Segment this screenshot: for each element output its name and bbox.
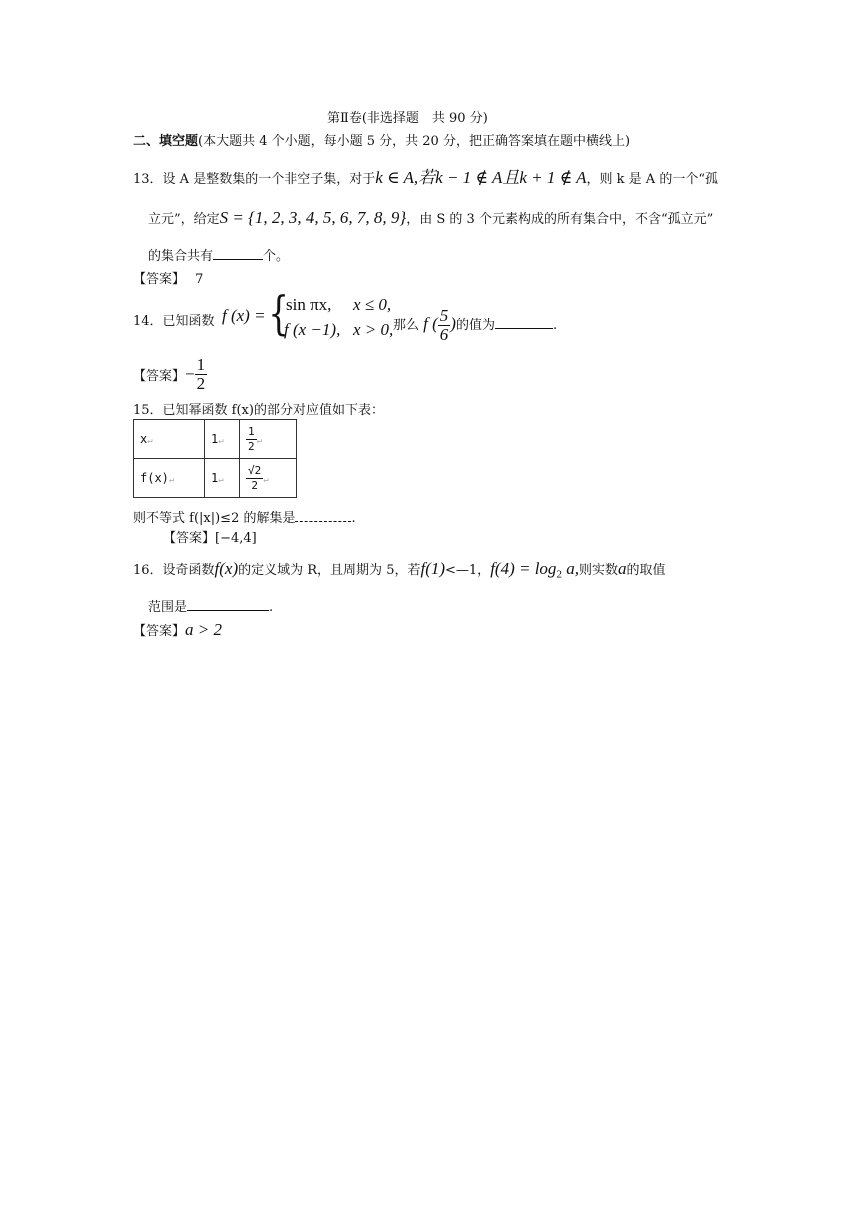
q15-end: . — [351, 511, 356, 526]
q13-set: S = {1, 2, 3, 4, 5, 6, 7, 8, 9} — [219, 208, 407, 227]
table-cell: f(x)↵ — [134, 459, 205, 498]
section-note: (本大题共 4 个小题，每小题 5 分，共 20 分，把正确答案填在题中横线上) — [198, 134, 631, 149]
answer-frac-num: 1 — [196, 355, 206, 374]
q16-log-base: 2 — [556, 568, 562, 581]
q13-text-c: 立元”，给定 — [148, 212, 220, 227]
cell-frac-num: √2 — [248, 463, 262, 477]
cell-frac-den: 2 — [248, 439, 255, 453]
q16-line2 — [148, 596, 273, 615]
q15-question — [133, 507, 356, 526]
q14-case2-cond: x > 0, — [353, 320, 394, 339]
q14-mid — [393, 307, 557, 344]
section-heading — [133, 130, 630, 149]
cell-text: x — [140, 432, 148, 446]
cell-frac-den: 2 — [251, 478, 258, 492]
q13-line2 — [148, 208, 713, 228]
table-cell: 1↵ — [205, 420, 240, 459]
q16-line2-text: 范围是 — [148, 600, 188, 615]
q16-tail: 的取值 — [626, 563, 666, 578]
cell-text: 1 — [211, 432, 219, 446]
q15-question-text: 则不等式 f(|x|)≤2 的解集是 — [133, 511, 296, 526]
table-cell: 1↵ — [205, 459, 240, 498]
cell-frac-num: 1 — [248, 424, 255, 438]
q13-text-f: 个。 — [263, 249, 290, 264]
q15-answer — [163, 527, 257, 546]
q13-answer-blank — [213, 247, 263, 260]
answer-frac-den: 2 — [196, 374, 206, 393]
answer-value: a > 2 — [185, 620, 222, 639]
cell-fraction — [246, 425, 257, 454]
q13-condition: k ∈ A,若k − 1 ∉ A且k + 1 ∉ A — [375, 168, 587, 187]
q14-f-close: ) — [450, 314, 456, 333]
q14-end: . — [552, 318, 558, 333]
q14-tail: 的值为 — [455, 318, 495, 333]
answer-fraction — [195, 356, 208, 393]
q16-lead: 16．设奇函数 — [133, 563, 215, 578]
q13-line1 — [133, 163, 718, 188]
q14-mid-text: 那么 — [393, 318, 420, 333]
q15-lead: 15．已知幂函数 f(x)的部分对应值如下表： — [133, 403, 384, 418]
q16-mid3: 则实数 — [578, 563, 618, 578]
q14-answer — [133, 356, 207, 393]
table-cell: x↵ — [134, 420, 205, 459]
q16-line1 — [133, 559, 665, 581]
q13-answer — [133, 268, 203, 287]
q16-a: a, — [561, 559, 579, 578]
table-row — [134, 459, 297, 498]
q13-line3 — [148, 245, 289, 264]
q14-case2-expr: f (x −1), — [284, 320, 341, 339]
q14-frac-den: 6 — [439, 325, 449, 344]
answer-value: 7 — [195, 272, 204, 287]
cell-text: f(x) — [140, 471, 169, 485]
q14-fx: f (x) = — [222, 306, 266, 325]
q16-fx: f(x) — [214, 559, 239, 578]
q16-mid1: 的定义域为 R，且周期为 5，若 — [238, 563, 421, 578]
q15-answer-blank — [295, 509, 351, 522]
q14-case1-expr: sin πx, — [286, 295, 332, 314]
q13-text-a: 13．设 A 是整数集的一个非空子集，对于 — [133, 172, 376, 187]
q13-text-b: ，则 k 是 A 的一个“孤 — [586, 172, 718, 187]
q14-lead: 14．已知函数 — [133, 314, 215, 329]
q14-frac-num: 5 — [439, 306, 449, 325]
q16-answer-blank — [187, 598, 269, 611]
answer-label: 【答案】 — [133, 624, 186, 639]
table-cell: $\frac{1}{2}$ ↵ — [240, 420, 297, 459]
cell-text: 1 — [211, 471, 219, 485]
cell-fraction — [246, 464, 263, 493]
q13-text-e: 的集合共有 — [148, 249, 214, 264]
part-title: 第Ⅱ卷(非选择题 共 90 分) — [327, 111, 488, 126]
q16-answer — [133, 620, 222, 640]
q13-text-d: ，由 S 的 3 个元素构成的所有集合中，不含“孤立元” — [406, 212, 714, 227]
section-label: 二、填空题 — [133, 134, 199, 149]
q14-fraction — [438, 307, 451, 344]
q14-case1-cond: x ≤ 0, — [353, 295, 392, 314]
q16-a2: a — [617, 559, 627, 578]
answer-label: 【答案】 — [133, 369, 186, 384]
answer-sign: − — [185, 364, 195, 384]
q14-f-of: f ( — [423, 314, 438, 333]
table-cell: $\frac{√2}{2}$ ↵ — [240, 459, 297, 498]
answer-label: 【答案】 — [163, 531, 216, 546]
q16-end: . — [269, 600, 274, 615]
q16-f1: f(1) — [420, 559, 446, 578]
q14-answer-blank — [495, 316, 553, 329]
answer-label: 【答案】 — [133, 272, 186, 287]
answer-value: [−4,4] — [215, 531, 257, 546]
q16-mid2: <—1， — [445, 563, 491, 578]
q14-brace: { — [268, 286, 289, 340]
table-row — [134, 420, 297, 459]
power-function-table — [133, 419, 297, 498]
q16-f4: f(4) = log — [490, 559, 557, 578]
